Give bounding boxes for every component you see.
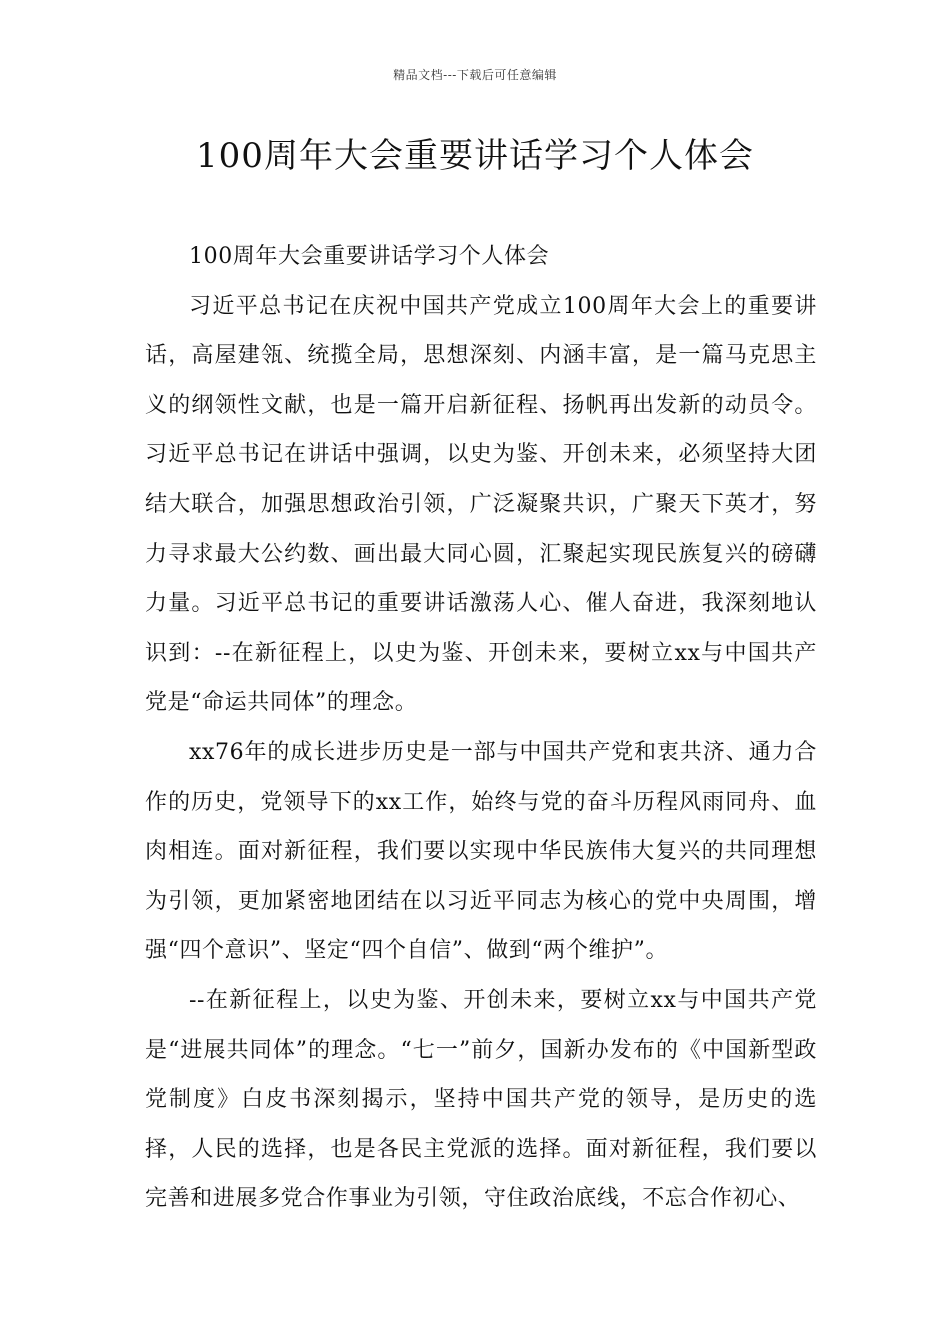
- paragraph: --在新征程上，以史为鉴、开创未来，要树立xx与中国共产党是“进展共同体”的理念。“七一”前夕，国新办发布的《中国新型政党制度》白皮书深刻揭示，坚持中国共产党的领导，是历史的选择，人民的选择，也是各民主党派的选择。面对新征程，我们要以完善和进展多党合作事业为引领，守住政治底线，不忘合作初心、: [145, 987, 817, 1212]
- paragraph: 习近平总书记在庆祝中国共产党成立100周年大会上的重要讲话，高屋建瓴、统揽全局，思想深刻、内涵丰富，是一篇马克思主义的纲领性文献，也是一篇开启新征程、扬帆再出发新的动员令。习近平总书记在讲话中强调，以史为鉴、开创未来，必须坚持大团结大联合，加强思想政治引领，广泛凝聚共识，广聚天下英才，努力寻求最大公约数、画出最大同心圆，汇聚起实现民族复兴的磅礴力量。习近平总书记的重要讲话激荡人心、催人奋进，我深刻地认识到：--在新征程上，以史为鉴、开创未来，要树立xx与中国共产党是“命运共同体”的理念。: [145, 293, 817, 716]
- document-body: [145, 232, 817, 1224]
- paragraph-subtitle: 100周年大会重要讲话学习个人体会: [189, 244, 550, 269]
- paragraph: xx76年的成长进步历史是一部与中国共产党和衷共济、通力合作的历史，党领导下的xx工作，始终与党的奋斗历程风雨同舟、血肉相连。面对新征程，我们要以实现中华民族伟大复兴的共同理想为引领，更加紧密地团结在以习近平同志为核心的党中央周围，增强“四个意识”、坚定“四个自信”、做到“两个维护”。: [145, 739, 817, 964]
- document-title: 100周年大会重要讲话学习个人体会: [196, 136, 754, 176]
- header-note: 精品文档---下载后可任意编辑: [393, 68, 557, 82]
